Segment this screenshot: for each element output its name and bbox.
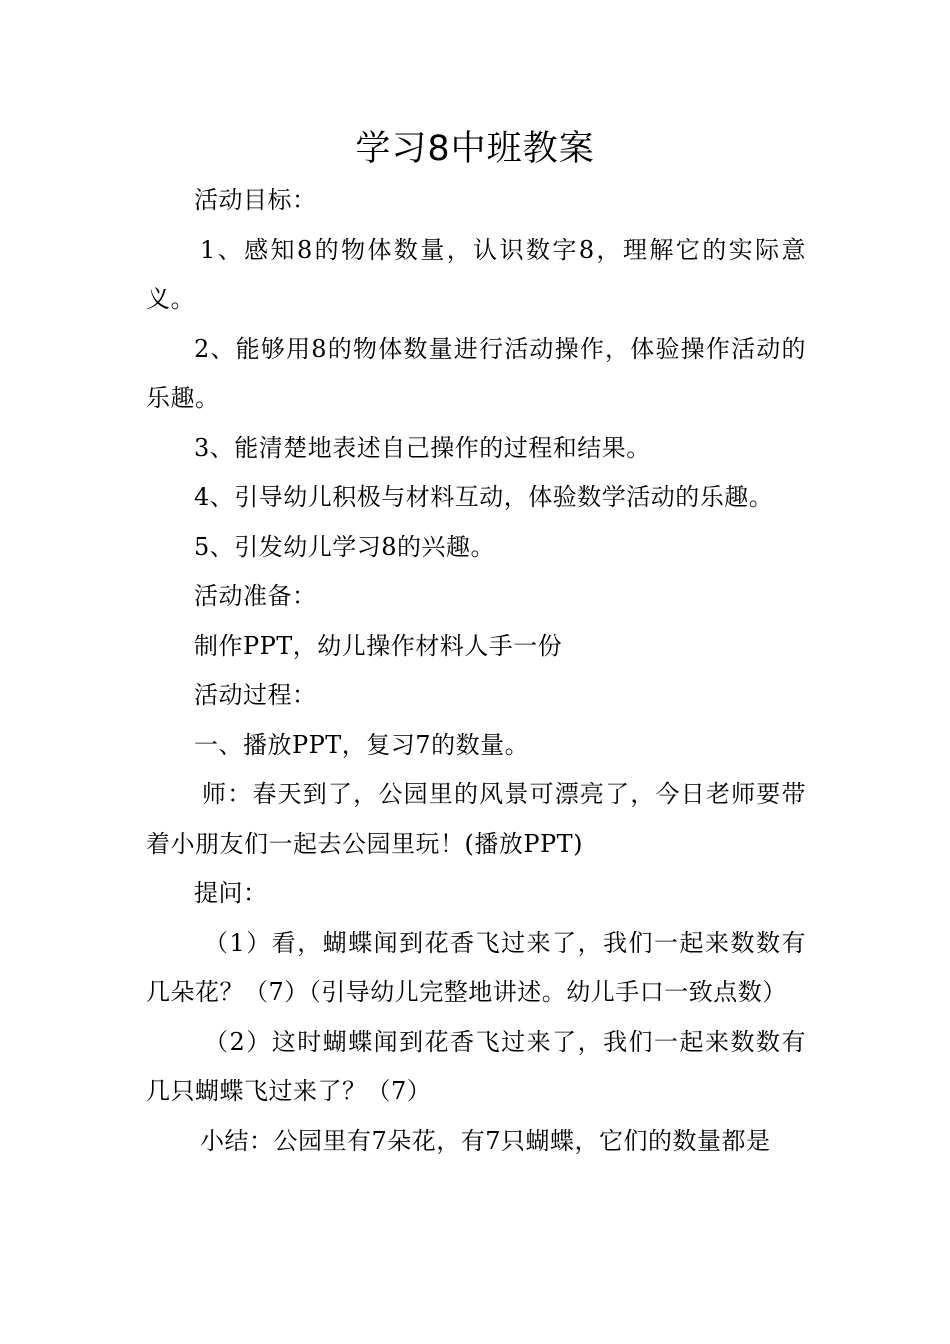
- goal-item-3: 3、能清楚地表述自己操作的过程和结果。: [194, 433, 651, 462]
- section-heading-preparation: 活动准备：: [194, 582, 317, 610]
- teacher-line: 师：春天到了，公园里的风景可漂亮了，今日老师要带着小朋友们一起去公园里玩！(播放PPT): [146, 780, 806, 858]
- section-heading-process: 活动过程：: [194, 681, 317, 709]
- question-1: （1）看，蝴蝶闻到花香飞过来了，我们一起来数数有几朵花？（7）（引导幼儿完整地讲述。幼儿手口一致点数）: [146, 928, 806, 1006]
- question-2: （2）这时蝴蝶闻到花香飞过来了，我们一起来数数有几只蝴蝶飞过来了？（7）: [146, 1027, 806, 1105]
- document-body: [146, 176, 806, 1166]
- goal-item-5: 5、引发幼儿学习8的兴趣。: [194, 532, 496, 561]
- process-step-1: 一、播放PPT，复习7的数量。: [194, 730, 530, 759]
- question-heading: 提问：: [194, 879, 268, 907]
- goal-item-4: 4、引导幼儿积极与材料互动，体验数学活动的乐趣。: [194, 483, 774, 511]
- goal-item-1: 1、感知8的物体数量，认识数字8，理解它的实际意义。: [146, 235, 806, 313]
- goal-item-2: 2、能够用8的物体数量进行活动操作，体验操作活动的乐趣。: [146, 334, 806, 412]
- section-heading-goals: 活动目标：: [194, 186, 317, 214]
- summary-text: 小结：公园里有7朵花，有7只蝴蝶，它们的数量都是: [200, 1126, 771, 1155]
- preparation-text: 制作PPT，幼儿操作材料人手一份: [194, 631, 563, 660]
- document-title: 学习8中班教案: [355, 129, 595, 169]
